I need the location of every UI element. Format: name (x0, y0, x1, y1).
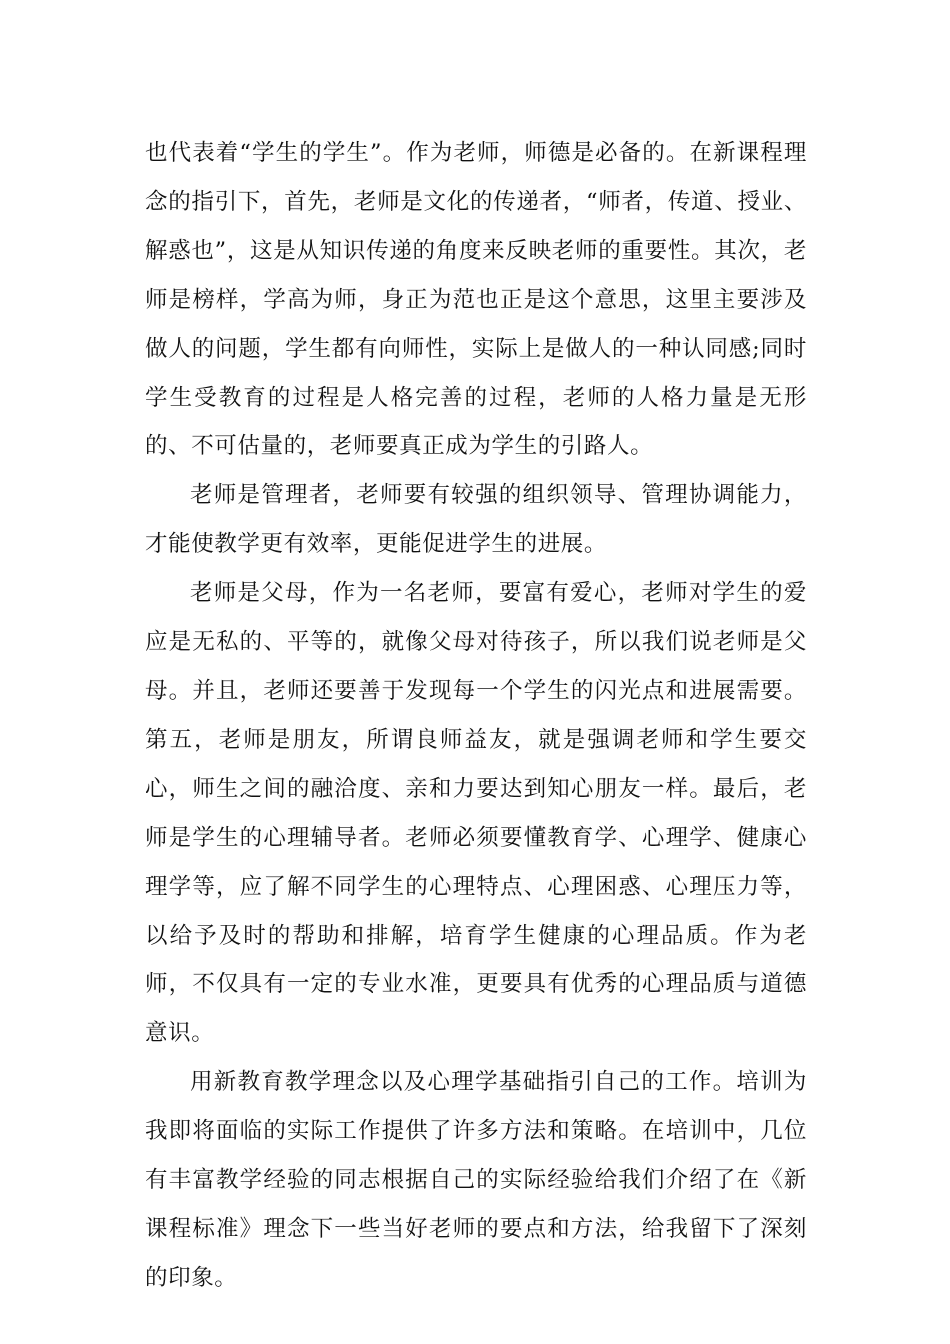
document-page (145, 129, 807, 1303)
paragraph-teacher-manager: 老师是管理者，老师要有较强的组织领导、管理协调能力，才能使教学更有效率，更能促进学生的进展。 (145, 482, 807, 558)
paragraph-teacher-parent: 老师是父母，作为一名老师，要富有爱心，老师对学生的爱应是无私的、平等的，就像父母对待孩子，所以我们说老师是父母。并且，老师还要善于发现每一个学生的闪光点和进展需要。第五，老师是朋友，所谓良师益友，就是强调老师和学生要交心，师生之间的融洽度、亲和力要达到知心朋友一样。最后，老师是学生的心理辅导者。老师必须要懂教育学、心理学、健康心理学等，应了解不同学生的心理特点、心理困惑、心理压力等，以给予及时的帮助和排解，培育学生健康的心理品质。作为老师，不仅具有一定的专业水准，更要具有优秀的心理品质与道德意识。 (145, 580, 807, 1047)
paragraph-teacher-role: 也代表着“学生的学生”。作为老师，师德是必备的。在新课程理念的指引下，首先，老师是文化的传递者，“师者，传道、授业、解惑也”，这是从知识传递的角度来反映老师的重要性。其次，老师是榜样，学高为师，身正为范也正是这个意思，这里主要涉及做人的问题，学生都有向师性，实际上是做人的一种认同感;同时学生受教育的过程是人格完善的过程，老师的人格力量是无形的、不可估量的，老师要真正成为学生的引路人。 (145, 140, 807, 460)
paragraph-new-teaching-concept: 用新教育教学理念以及心理学基础指引自己的工作。培训为我即将面临的实际工作提供了许多方法和策略。在培训中，几位有丰富教学经验的同志根据自己的实际经验给我们介绍了在《新课程标准》理念下一些当好老师的要点和方法，给我留下了深刻的印象。 (145, 1069, 807, 1291)
